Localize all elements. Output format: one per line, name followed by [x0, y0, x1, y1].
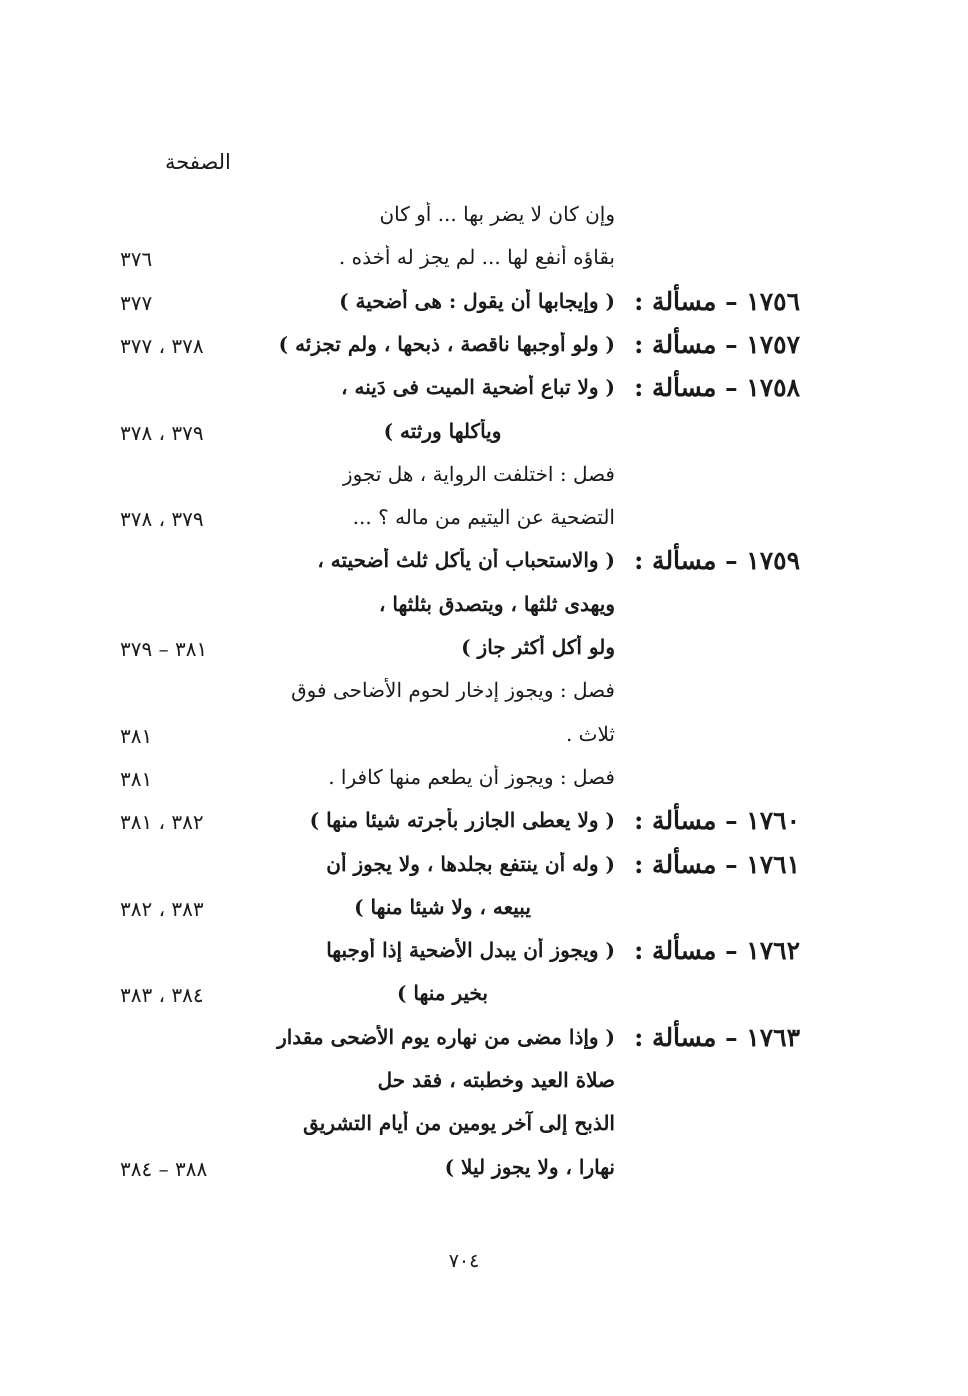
entry-page-ref: ٣٧٧	[120, 291, 153, 315]
entry-number: ١٧٦١ – مسألة :	[634, 850, 800, 879]
entry-page-ref: ٣٨١ – ٣٧٩	[120, 637, 208, 661]
entry-text: بقاؤه أنفع لها ... لم يجز له أخذه .	[338, 245, 615, 269]
index-row	[0, 413, 968, 455]
entry-number: ١٧٥٧ – مسألة :	[634, 330, 800, 359]
entry-page-ref: ٣٨٣ ، ٣٨٢	[120, 897, 204, 921]
index-row	[0, 672, 968, 714]
entry-page-ref: ٣٧٨ ، ٣٧٧	[120, 334, 204, 358]
index-row	[0, 932, 968, 974]
entry-text: ( ولا تباع أضحية الميت فى دَينه ،	[341, 375, 615, 399]
entry-page-ref: ٣٧٩ ، ٣٧٨	[120, 507, 204, 531]
entry-text: بخير منها )	[397, 981, 488, 1005]
entry-number: ١٧٦٢ – مسألة :	[634, 936, 800, 965]
page-header: الصفحة	[165, 150, 231, 174]
entry-text: ويأكلها ورثته )	[383, 419, 502, 443]
entry-text: وإن كان لا يضر بها ... أو كان	[379, 202, 615, 226]
index-row	[0, 326, 968, 368]
index-row	[0, 1105, 968, 1147]
entry-number: ١٧٥٦ – مسألة :	[634, 287, 800, 316]
index-row	[0, 499, 968, 541]
entry-text: ( وله أن ينتفع بجلدها ، ولا يجوز أن	[326, 852, 615, 876]
index-row	[0, 456, 968, 498]
index-row	[0, 1019, 968, 1061]
entry-text: صلاة العيد وخطبته ، فقد حل	[377, 1068, 615, 1092]
entry-page-ref: ٣٨٤ ، ٣٨٣	[120, 983, 204, 1007]
entry-text: فصل : ويجوز أن يطعم منها كافرا .	[328, 765, 615, 789]
entry-text: فصل : اختلفت الرواية ، هل تجوز	[342, 462, 615, 486]
entry-text: ولو أكل أكثر جاز )	[461, 635, 615, 659]
entry-text: ثلاث .	[565, 722, 615, 746]
index-row	[0, 542, 968, 584]
entry-page-ref: ٣٨٢ ، ٣٨١	[120, 810, 204, 834]
entry-text: ( وإذا مضى من نهاره يوم الأضحى مقدار	[277, 1025, 615, 1049]
index-row	[0, 759, 968, 801]
entry-text: ويهدى ثلثها ، ويتصدق بثلثها ،	[378, 592, 615, 616]
entry-text: ( ويجوز أن يبدل الأضحية إذا أوجبها	[326, 938, 615, 962]
entry-text: الذبح إلى آخر يومين من أيام التشريق	[303, 1111, 615, 1135]
entry-text: فصل : ويجوز إدخار لحوم الأضاحى فوق	[291, 678, 615, 702]
entry-text: ( والاستحباب أن يأكل ثلث أضحيته ،	[317, 548, 615, 572]
entry-page-ref: ٣٨١	[120, 767, 153, 791]
entry-text: ( ولو أوجبها ناقصة ، ذبحها ، ولم تجزئه )	[278, 332, 615, 356]
index-row	[0, 846, 968, 888]
entry-number: ١٧٦٠ – مسألة :	[634, 806, 800, 835]
entry-text: نهارا ، ولا يجوز ليلا )	[444, 1155, 615, 1179]
index-row	[0, 586, 968, 628]
entry-page-ref: ٣٧٩ ، ٣٧٨	[120, 421, 204, 445]
index-row	[0, 283, 968, 325]
index-row	[0, 802, 968, 844]
entry-text: التضحية عن اليتيم من ماله ؟ ...	[352, 505, 615, 529]
index-row	[0, 1062, 968, 1104]
entry-text: يبيعه ، ولا شيئا منها )	[354, 895, 531, 919]
entry-text: ( وإيجابها أن يقول : هى أضحية )	[339, 289, 615, 313]
entry-page-ref: ٣٨٨ – ٣٨٤	[120, 1157, 208, 1181]
index-row	[0, 369, 968, 411]
index-row	[0, 629, 968, 671]
entry-number: ١٧٦٣ – مسألة :	[634, 1023, 800, 1052]
index-row	[0, 196, 968, 238]
entry-page-ref: ٣٧٦	[120, 247, 153, 271]
index-row	[0, 239, 968, 281]
entry-number: ١٧٥٨ – مسألة :	[634, 373, 800, 402]
entry-number: ١٧٥٩ – مسألة :	[634, 546, 800, 575]
index-row	[0, 889, 968, 931]
index-row	[0, 975, 968, 1017]
index-row	[0, 1149, 968, 1191]
index-row	[0, 716, 968, 758]
entry-text: ( ولا يعطى الجازر بأجرته شيئا منها )	[309, 808, 615, 832]
page-number: ٧٠٤	[448, 1250, 480, 1272]
entry-page-ref: ٣٨١	[120, 724, 153, 748]
